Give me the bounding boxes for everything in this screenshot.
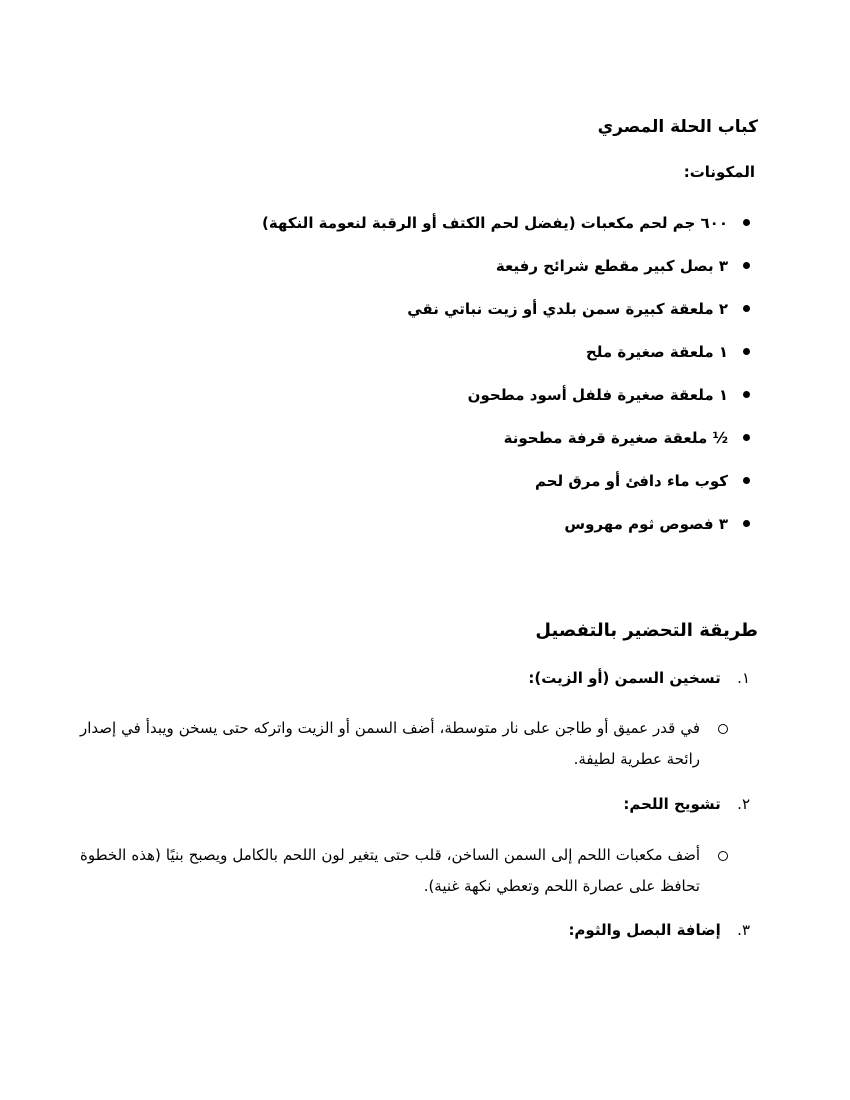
method-step — [623, 795, 750, 813]
ingredient-item — [110, 338, 750, 381]
step-detail — [80, 713, 730, 775]
ingredient-item — [110, 467, 750, 510]
step-number: ٣. — [737, 921, 750, 939]
ingredient-text: ٦٠٠ جم لحم مكعبات (يفضل لحم الكتف أو الرقبة لنعومة النكهة) — [261, 214, 728, 232]
step-detail — [80, 840, 730, 902]
ingredient-list — [110, 209, 750, 553]
ingredient-item — [110, 295, 750, 338]
recipe-title: كباب الحلة المصري — [597, 117, 758, 137]
ingredient-text: ½ ملعقة صغيرة قرفة مطحونة — [503, 429, 728, 447]
ingredient-item — [110, 510, 750, 553]
ingredients-heading: المكونات: — [683, 163, 755, 181]
ingredient-text: ١ ملعقة صغيرة ملح — [585, 343, 728, 361]
step-detail-text: في قدر عميق أو طاجن على نار متوسطة، أضف السمن أو الزيت واتركه حتى يسخن ويبدأ في إصدار رائحة عطرية لطيفة. — [80, 719, 700, 768]
bullet-icon — [743, 348, 750, 355]
bullet-icon — [743, 219, 750, 226]
step-number: ١. — [737, 669, 750, 687]
step-number: ٢. — [737, 795, 750, 813]
ingredient-text: ١ ملعقة صغيرة فلفل أسود مطحون — [467, 386, 728, 404]
step-title: تسخين السمن (أو الزيت): — [528, 669, 721, 687]
bullet-icon — [743, 434, 750, 441]
step-title: تشويح اللحم: — [623, 795, 721, 813]
step-detail-text: أضف مكعبات اللحم إلى السمن الساخن، قلب حتى يتغير لون اللحم بالكامل ويصبح بنيًا (هذه الخطوة تحافظ على عصارة اللحم وتعطي نكهة غنية). — [80, 846, 700, 895]
ingredient-text: كوب ماء دافئ أو مرق لحم — [534, 472, 728, 490]
ingredient-item — [110, 424, 750, 467]
step-title: إضافة البصل والثوم: — [568, 921, 721, 939]
bullet-icon — [743, 305, 750, 312]
ingredient-item — [110, 209, 750, 252]
ingredient-item — [110, 252, 750, 295]
method-heading: طريقة التحضير بالتفصيل — [535, 620, 758, 641]
circle-bullet-icon — [718, 851, 728, 861]
circle-bullet-icon — [718, 724, 728, 734]
bullet-icon — [743, 391, 750, 398]
bullet-icon — [743, 477, 750, 484]
method-step — [568, 921, 750, 939]
ingredient-text: ٣ بصل كبير مقطع شرائح رفيعة — [495, 257, 728, 275]
bullet-icon — [743, 262, 750, 269]
ingredient-text: ٢ ملعقة كبيرة سمن بلدي أو زيت نباتي نقي — [407, 300, 728, 318]
ingredient-item — [110, 381, 750, 424]
bullet-icon — [743, 520, 750, 527]
method-step — [528, 669, 750, 687]
ingredient-text: ٣ فصوص ثوم مهروس — [564, 515, 728, 533]
